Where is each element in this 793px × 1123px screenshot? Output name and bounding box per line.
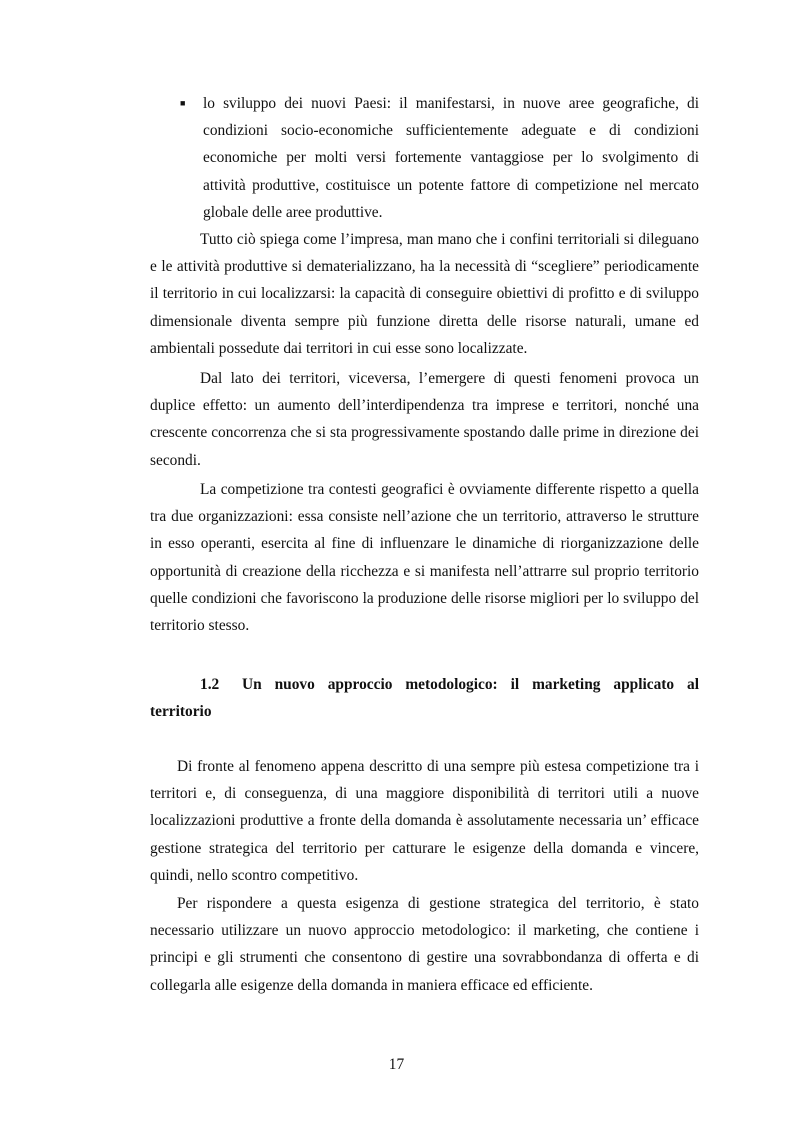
section-paragraph-2: Per rispondere a questa esigenza di gestione strategica del territorio, è stato necessario utilizzare un nuovo approccio metodologico: il marketing, che contiene i principi e gli strumenti che consentono di gestire una sovrabbondanza di offerta e di collegarla alle esigenze della domanda in maniera efficace ed efficiente. — [150, 895, 699, 994]
paragraph-1: Tutto ciò spiega come l’impresa, man mano che i confini territoriali si dileguano e le attività produttive si dematerializzano, ha la necessità di “scegliere” periodicamente il territorio in cui localizzarsi: la capacità di conseguire obiettivi di profitto e di sviluppo dimensionale diventa sempre più funzione diretta delle risorse naturali, umane ed ambientali possedute dai territori in cui esse sono localizzate. — [150, 231, 699, 357]
section-heading — [150, 671, 699, 725]
section-title: Un nuovo approccio metodologico: il marketing applicato al territorio — [150, 676, 699, 721]
bullet-marker: ■ — [180, 98, 186, 108]
page-number: 17 — [388, 1056, 405, 1073]
section-number: 1.2 — [200, 676, 220, 693]
section-paragraph-1: Di fronte al fenomeno appena descritto di una sempre più estesa competizione tra i territori e, di conseguenza, di una maggiore disponibilità di territori utili a nuove localizzazioni produttive a fronte della domanda è assolutamente necessaria un’ efficace gestione strategica del territorio per catturare le esigenze della domanda e vincere, quindi, nello scontro competitivo. — [150, 758, 699, 884]
bullet-text: lo sviluppo dei nuovi Paesi: il manifestarsi, in nuove aree geografiche, di condizioni socio-economiche sufficientemente adeguate e di condizioni economiche per molti versi fortemente vantaggiose per lo svolgimento di attività produttive, costituisce un potente fattore di competizione nel mercato globale delle aree produttive. — [203, 95, 699, 221]
paragraph-2: Dal lato dei territori, viceversa, l’emergere di questi fenomeni provoca un duplice effetto: un aumento dell’interdipendenza tra imprese e territori, nonché una crescente concorrenza che si sta progressivamente spostando dalle prime in direzione dei secondi. — [150, 370, 699, 469]
paragraph-3: La competizione tra contesti geografici è ovviamente differente rispetto a quella tra due organizzazioni: essa consiste nell’azione che un territorio, attraverso le strutture in esso operanti, esercita al fine di influenzare le dinamiche di riorganizzazione delle opportunità di creazione della ricchezza e si manifesta nell’attrarre sul proprio territorio quelle condizioni che favoriscono la produzione delle risorse migliori per lo sviluppo del territorio stesso. — [150, 481, 699, 635]
bullet-list-item — [150, 90, 699, 226]
